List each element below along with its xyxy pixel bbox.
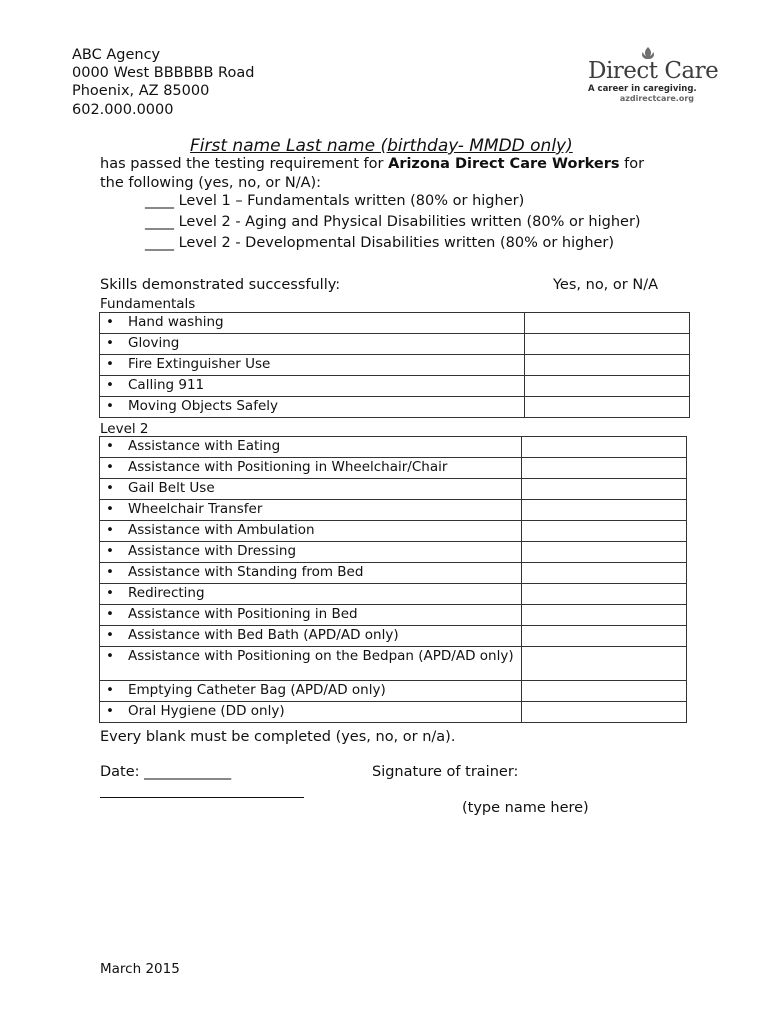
- intro-line-2: the following (yes, no, or N/A):: [100, 175, 322, 191]
- bullet-icon: •: [106, 398, 114, 414]
- bullet-icon: •: [106, 335, 114, 351]
- bullet-icon: •: [106, 648, 114, 664]
- agency-name: ABC Agency: [72, 47, 161, 63]
- level-2-answer-cell[interactable]: [522, 702, 687, 723]
- bullet-icon: •: [106, 627, 114, 643]
- level-2-answer-cell[interactable]: [522, 681, 687, 702]
- fundamentals-row: [100, 313, 690, 334]
- level-2-answer-cell[interactable]: [522, 626, 687, 647]
- fundamentals-skill-name: Moving Objects Safely: [128, 398, 278, 414]
- level-2-answer-cell[interactable]: [522, 500, 687, 521]
- level-2-skill-name: Emptying Catheter Bag (APD/AD only): [128, 682, 386, 698]
- level-2-row: [100, 702, 687, 723]
- bullet-icon: •: [106, 543, 114, 559]
- fundamentals-skill-cell: [100, 334, 525, 355]
- level-2-answer-cell[interactable]: [522, 479, 687, 500]
- fundamentals-row: [100, 355, 690, 376]
- fundamentals-label: Fundamentals: [100, 296, 196, 312]
- level-2-skill-name: Gail Belt Use: [128, 480, 215, 496]
- level-2-skill-cell: [100, 647, 522, 681]
- bullet-icon: •: [106, 606, 114, 622]
- fundamentals-skill-cell: [100, 313, 525, 334]
- level-2-skill-cell: [100, 605, 522, 626]
- bullet-icon: •: [106, 356, 114, 372]
- level-2-row: [100, 647, 687, 681]
- level-2-answer-cell[interactable]: [522, 605, 687, 626]
- bullet-icon: •: [106, 564, 114, 580]
- agency-street: 0000 West BBBBBB Road: [72, 65, 255, 82]
- fundamentals-row: [100, 334, 690, 355]
- fundamentals-skill-name: Fire Extinguisher Use: [128, 356, 271, 372]
- logo-name: Direct Care: [588, 58, 719, 84]
- level-2-skill-name: Assistance with Eating: [128, 438, 281, 454]
- fundamentals-row: [100, 376, 690, 397]
- level-2-skill-name: Assistance with Positioning in Bed: [128, 606, 358, 622]
- signature-label: Signature of trainer:: [372, 764, 519, 780]
- level-2-skill-cell: [100, 681, 522, 702]
- level-2-row: [100, 542, 687, 563]
- level-2-row: [100, 605, 687, 626]
- level-2-skill-name: Oral Hygiene (DD only): [128, 703, 285, 719]
- fundamentals-skill-name: Calling 911: [128, 377, 205, 393]
- level-2-skill-name: Assistance with Standing from Bed: [128, 564, 364, 580]
- level-2-skill-name: Assistance with Ambulation: [128, 522, 315, 538]
- level-2-row: [100, 458, 687, 479]
- level-2-answer-cell[interactable]: [522, 563, 687, 584]
- fundamentals-skill-cell: [100, 376, 525, 397]
- bullet-icon: •: [106, 522, 114, 538]
- level-2-skill-cell: [100, 542, 522, 563]
- level-2-row: [100, 681, 687, 702]
- logo-url: azdirectcare.org: [619, 94, 694, 103]
- fundamentals-skill-cell: [100, 355, 525, 376]
- level-2-skill-cell: [100, 500, 522, 521]
- level-2-developmental-written: ____ Level 2 - Developmental Disabilities written (80% or higher): [145, 235, 615, 251]
- fundamentals-answer-cell[interactable]: [525, 355, 690, 376]
- intro-bold: Arizona Direct Care Workers: [388, 156, 620, 172]
- level-2-row: [100, 563, 687, 584]
- bullet-icon: •: [106, 682, 114, 698]
- level-2-row: [100, 584, 687, 605]
- bullet-icon: •: [106, 314, 114, 330]
- level-2-answer-cell[interactable]: [522, 647, 687, 681]
- intro-line-1: [100, 156, 644, 172]
- intro-post: for: [619, 156, 645, 172]
- level-2-row: [100, 626, 687, 647]
- level-2-skill-name: Assistance with Bed Bath (APD/AD only): [128, 627, 399, 643]
- revision-date: March 2015: [100, 961, 180, 977]
- level-2-skill-name: Assistance with Positioning in Wheelchair/Chair: [128, 459, 448, 475]
- level-2-answer-cell[interactable]: [522, 542, 687, 563]
- bullet-icon: •: [106, 501, 114, 517]
- fundamentals-skill-name: Gloving: [128, 335, 180, 351]
- fundamentals-answer-cell[interactable]: [525, 376, 690, 397]
- level-2-row: [100, 437, 687, 458]
- completion-note: Every blank must be completed (yes, no, or n/a).: [100, 729, 456, 745]
- agency-phone: 602.000.0000: [72, 101, 174, 118]
- level-2-skill-name: Assistance with Dressing: [128, 543, 297, 559]
- level-2-row: [100, 479, 687, 500]
- fundamentals-answer-cell[interactable]: [525, 313, 690, 334]
- agency-city: Phoenix, AZ 85000: [72, 83, 210, 100]
- skills-answer-header: Yes, no, or N/A: [553, 277, 658, 293]
- level-2-skill-cell: [100, 458, 522, 479]
- bullet-icon: •: [106, 703, 114, 719]
- fundamentals-answer-cell[interactable]: [525, 334, 690, 355]
- level-2-skill-name: Wheelchair Transfer: [128, 501, 263, 517]
- signature-line: [100, 797, 304, 798]
- level-2-skill-cell: [100, 702, 522, 723]
- fundamentals-row: [100, 397, 690, 418]
- direct-care-logo: [588, 46, 719, 106]
- date-label: Date: ____________: [100, 764, 232, 780]
- level-2-skill-cell: [100, 563, 522, 584]
- level-2-aging-written: ____ Level 2 - Aging and Physical Disabilities written (80% or higher): [145, 214, 641, 230]
- intro-pre: has passed the testing requirement for: [100, 156, 389, 172]
- level-2-skill-name: Assistance with Positioning on the Bedpan (APD/AD only): [128, 648, 514, 664]
- fundamentals-table: [99, 312, 690, 418]
- level-2-skill-cell: [100, 437, 522, 458]
- level-2-row: [100, 500, 687, 521]
- fundamentals-skill-cell: [100, 397, 525, 418]
- logo-tagline: A career in caregiving.: [588, 84, 697, 94]
- bullet-icon: •: [106, 438, 114, 454]
- level-2-skill-cell: [100, 584, 522, 605]
- level-2-skill-cell: [100, 626, 522, 647]
- bullet-icon: •: [106, 480, 114, 496]
- bullet-icon: •: [106, 377, 114, 393]
- type-name-placeholder: (type name here): [462, 800, 589, 816]
- skills-label: Skills demonstrated successfully:: [100, 277, 341, 293]
- fundamentals-answer-cell[interactable]: [525, 397, 690, 418]
- level-2-answer-cell[interactable]: [522, 521, 687, 542]
- level-2-answer-cell[interactable]: [522, 584, 687, 605]
- level-2-label: Level 2: [100, 421, 149, 437]
- level-1-written: ____ Level 1 – Fundamentals written (80% or higher): [145, 193, 525, 209]
- level-2-skill-cell: [100, 479, 522, 500]
- bullet-icon: •: [106, 585, 114, 601]
- agency-address: [72, 46, 254, 119]
- level-2-skill-cell: [100, 521, 522, 542]
- level-2-answer-cell[interactable]: [522, 437, 687, 458]
- level-2-row: [100, 521, 687, 542]
- bullet-icon: •: [106, 459, 114, 475]
- certificate-title: First name Last name (birthday- MMDD only): [190, 136, 573, 156]
- level-2-skill-name: Redirecting: [128, 585, 205, 601]
- fundamentals-skill-name: Hand washing: [128, 314, 224, 330]
- level-2-table: [99, 436, 687, 723]
- level-2-answer-cell[interactable]: [522, 458, 687, 479]
